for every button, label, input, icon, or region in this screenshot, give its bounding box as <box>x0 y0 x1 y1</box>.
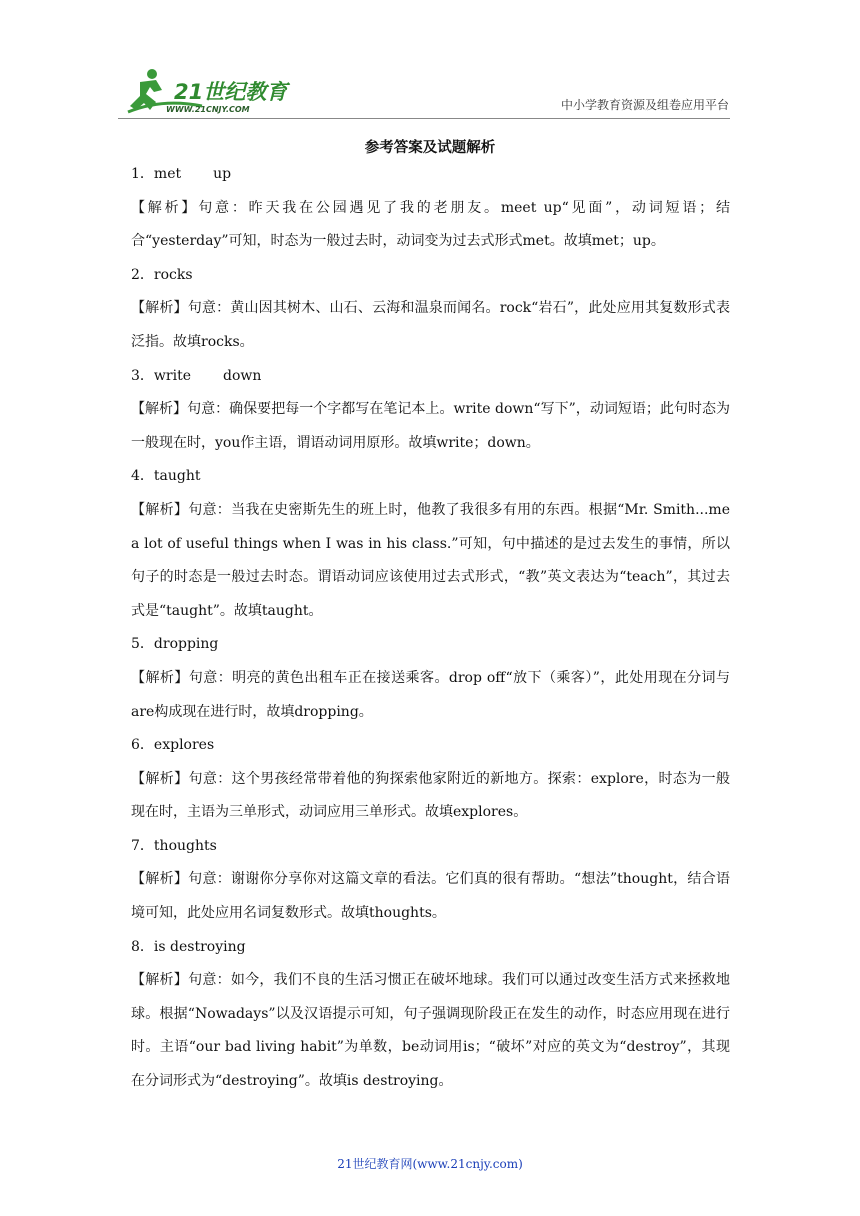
explanation: 【解析】句意：明亮的黄色出租车正在接送乘客。drop off“放下（乘客）”，此处用现在分词与are构成现在进行时，故填dropping。 <box>131 669 730 720</box>
answer-item <box>131 628 730 729</box>
answer-line: 6．explores <box>131 737 215 754</box>
header-divider <box>118 118 730 119</box>
explanation: 【解析】句意：如今，我们不良的生活习惯正在破坏地球。我们可以通过改变生活方式来拯救地球。根据“Nowadays”以及汉语提示可知，句子强调现阶段正在发生的动作，时态应用现在进行时。主语“our bad living habit”为单数，be动词用is；“破坏”对应的英文为“destroy”，其现在分词形式为“destroying”。故填is destroying。 <box>131 972 730 1090</box>
answer-list <box>131 158 730 1099</box>
answer-item <box>131 931 730 1099</box>
svg-text:WWW.21CNJY.COM: WWW.21CNJY.COM <box>166 105 250 114</box>
explanation: 【解析】句意：谢谢你分享你对这篇文章的看法。它们真的很有帮助。“想法”thought，结合语境可知，此处应用名词复数形式。故填thoughts。 <box>131 871 730 922</box>
answer-item <box>131 158 730 259</box>
logo <box>122 68 297 118</box>
answer-word: thoughts <box>153 837 217 854</box>
explanation: 【解析】句意：昨天我在公园遇见了我的老朋友。meet up“见面”，动词短语；结合“yesterday”可知，时态为一般过去时，动词变为过去式形式met。故填met；up。 <box>131 199 730 250</box>
answer-word: explores <box>153 737 215 754</box>
answer-item <box>131 460 730 628</box>
answer-line: 8．is destroying <box>131 938 246 955</box>
answer-word: is destroying <box>153 938 246 955</box>
answer-word: write <box>153 367 191 384</box>
answer-item <box>131 360 730 461</box>
answer-line: 5．dropping <box>131 636 219 653</box>
page-title: 参考答案及试题解析 <box>364 139 496 156</box>
explanation: 【解析】句意：黄山因其树木、山石、云海和温泉而闻名。rock“岩石”，此处应用其复数形式表泛指。故填rocks。 <box>131 300 730 350</box>
answer-item <box>131 830 730 931</box>
answer-word: dropping <box>153 636 219 653</box>
answer-item <box>131 259 730 360</box>
answer-word: down <box>223 367 262 384</box>
answer-word: taught <box>153 468 201 485</box>
answer-line: 7．thoughts <box>131 837 217 854</box>
answer-line: 3．write down <box>131 367 262 384</box>
answer-item <box>131 729 730 830</box>
answer-word: rocks <box>153 266 193 283</box>
answer-word: met <box>153 166 182 182</box>
explanation: 【解析】句意：确保要把每一个字都写在笔记本上。write down“写下”，动词短语；此句时态为一般现在时，you作主语，谓语动词用原形。故填write；down。 <box>131 401 730 451</box>
answer-word: up <box>213 166 232 182</box>
page-header <box>0 0 860 125</box>
footer-link[interactable]: 21世纪教育网(www.21cnjy.com) <box>337 1157 523 1171</box>
explanation: 【解析】句意：这个男孩经常带着他的狗探索他家附近的新地方。探索：explore，时态为一般现在时，主语为三单形式，动词应用三单形式。故填explores。 <box>131 770 730 821</box>
answer-line: 4．taught <box>131 468 201 485</box>
svg-text:21世纪教育: 21世纪教育 <box>174 80 288 104</box>
platform-name: 中小学教育资源及组卷应用平台 <box>560 98 729 112</box>
answer-line: 1．met up <box>131 166 232 182</box>
answer-line: 2．rocks <box>131 266 193 283</box>
explanation: 【解析】句意：当我在史密斯先生的班上时，他教了我很多有用的东西。根据“Mr. Smith...me a lot of useful things when I was in his class.”可知，句中描述的是过去发生的事情，所以句子的时态是一般过去时态。谓语动词应该使用过去式形式，“教”英文表达为“teach”，其过去式是“taught”。故填taught。 <box>131 501 730 619</box>
